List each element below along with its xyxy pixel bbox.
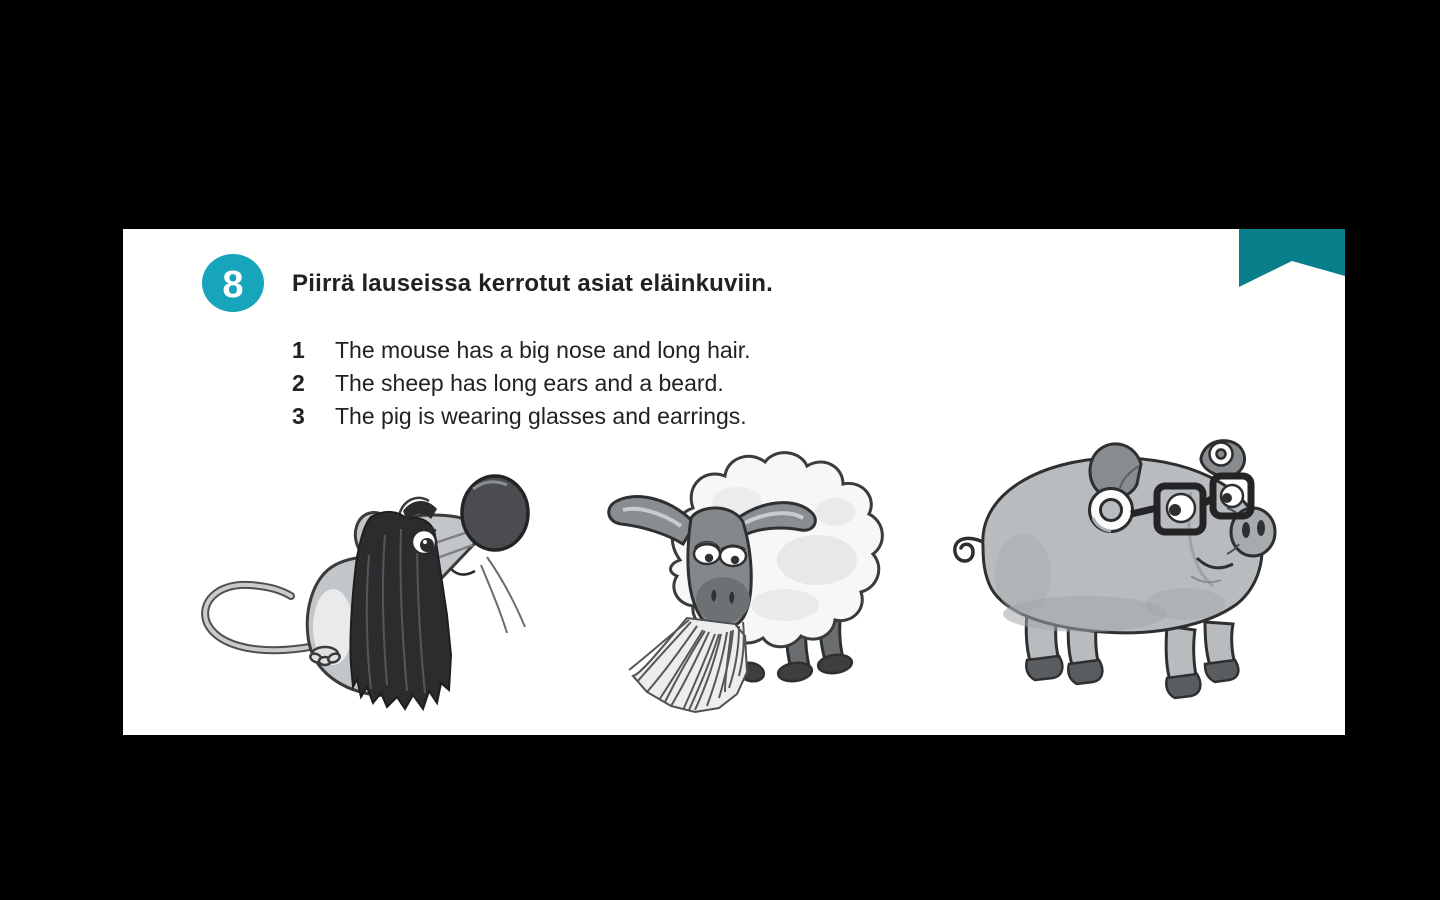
pig-illustration: [935, 426, 1295, 718]
sentence-number: 1: [292, 337, 305, 363]
sentence-item-1: [292, 334, 751, 367]
sentence-item-3: [292, 400, 751, 433]
mouse-illustration: [185, 465, 545, 715]
sentence-item-2: [292, 367, 751, 400]
sheep-illustration: [585, 440, 915, 722]
sentence-list: [292, 334, 751, 433]
instruction-text: Piirrä lauseissa kerrotut asiat eläinkuviin.: [292, 270, 774, 297]
exercise-number-badge: [201, 253, 265, 313]
sentence-number: 2: [292, 370, 305, 396]
sentence-text: The sheep has long ears and a beard.: [335, 370, 724, 396]
sentence-number: 3: [292, 403, 305, 429]
bookmark-ribbon-icon: [1239, 229, 1345, 287]
worksheet-card: [123, 229, 1345, 735]
mouse-nose: [462, 476, 528, 550]
sheep-muzzle: [696, 577, 750, 623]
sentence-text: The mouse has a big nose and long hair.: [335, 337, 751, 363]
mouse-whiskers: [481, 557, 525, 633]
pig-front-legs: [1166, 622, 1238, 698]
mouse-mouth: [451, 569, 475, 575]
sentence-text: The pig is wearing glasses and earrings.: [335, 403, 747, 429]
sheep-beard: [629, 618, 747, 712]
exercise-number: 8: [222, 264, 244, 306]
